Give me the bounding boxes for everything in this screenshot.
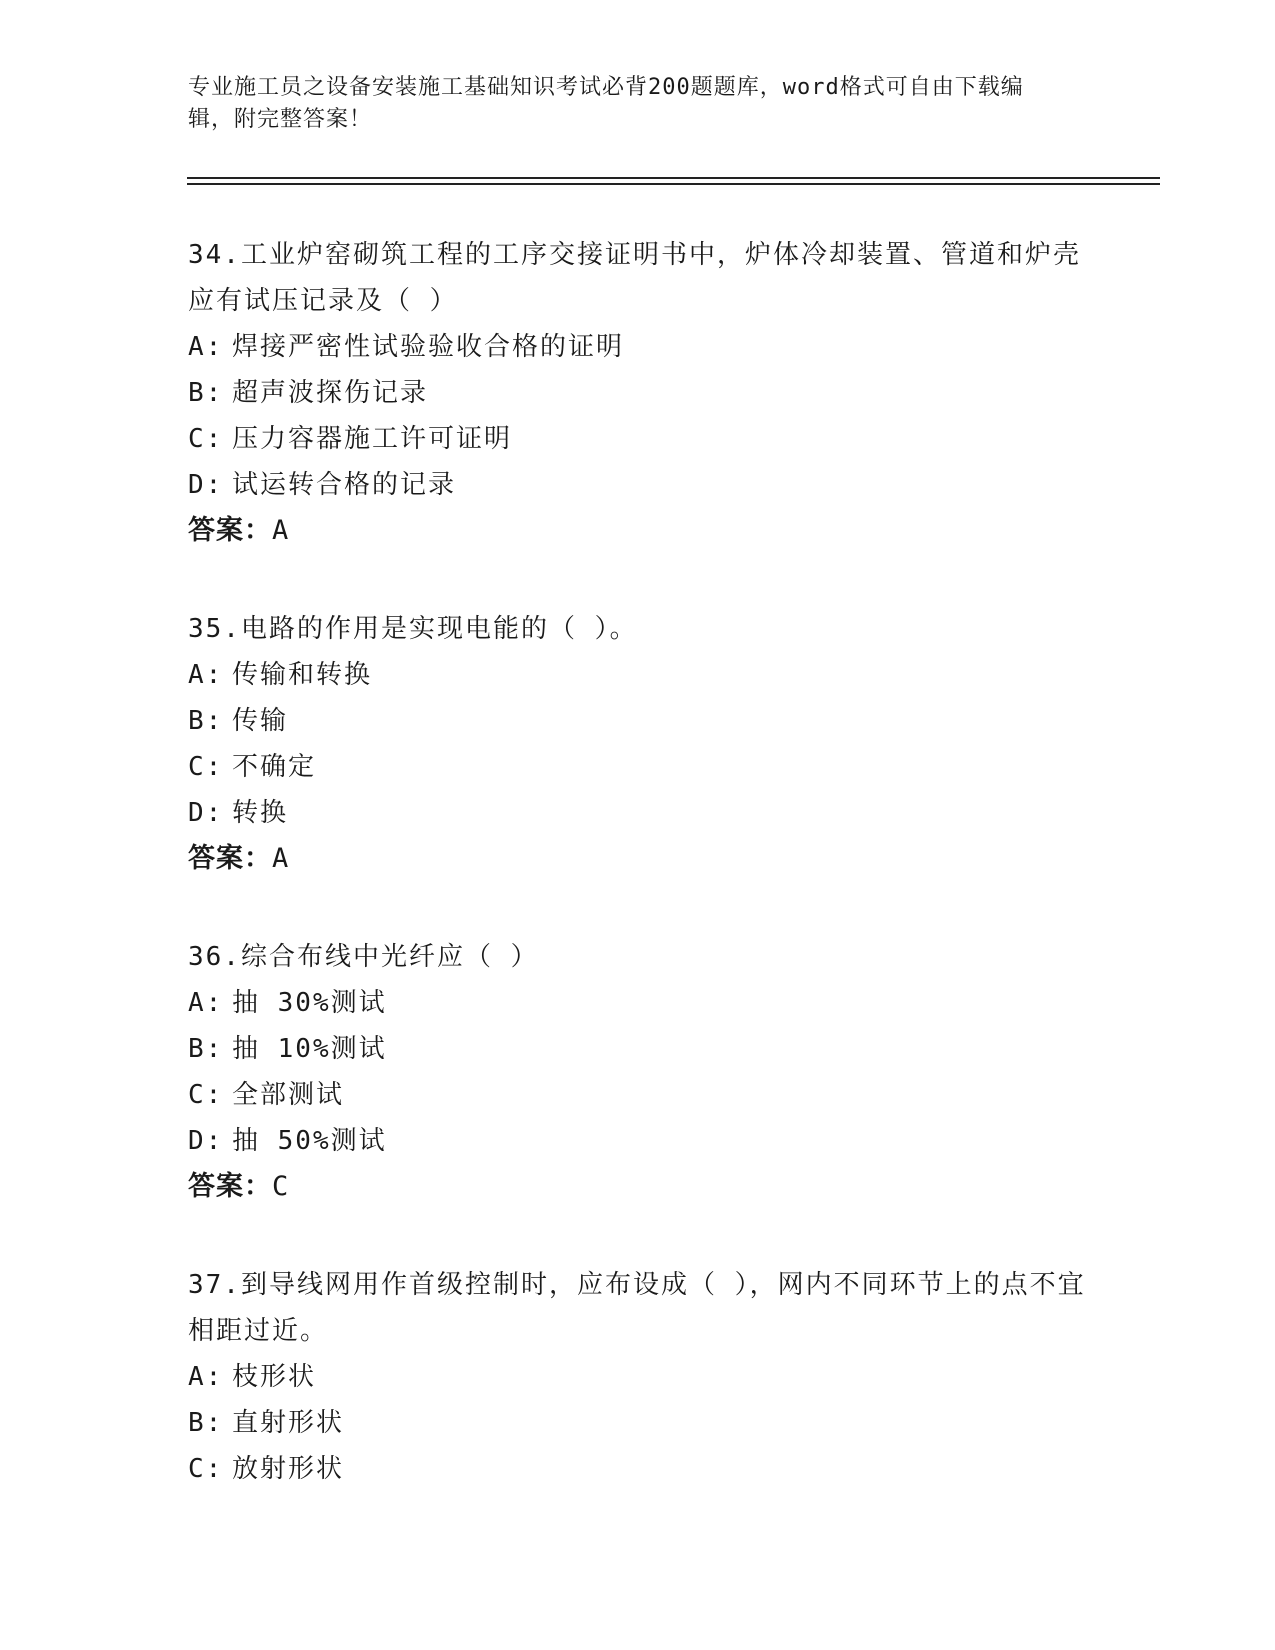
- option-a: [188, 1354, 1088, 1400]
- option-text: 试运转合格的记录: [232, 470, 457, 500]
- option-key: C:: [188, 424, 224, 454]
- option-c: [188, 744, 1088, 790]
- option-c: [188, 416, 1088, 462]
- question-text: 36.综合布线中光纤应（ ）: [188, 942, 539, 972]
- option-text: 抽 10%测试: [232, 1034, 387, 1064]
- option-a: [188, 324, 1088, 370]
- header-divider-top: [187, 177, 1160, 179]
- document-header: [188, 72, 1068, 136]
- option-b: [188, 1400, 1088, 1446]
- header-divider-bottom: [187, 183, 1160, 185]
- option-a: [188, 980, 1088, 1026]
- option-text: 抽 50%测试: [232, 1126, 387, 1156]
- answer-value: C: [272, 1171, 290, 1202]
- question-text: 34.工业炉窑砌筑工程的工序交接证明书中，炉体冷却装置、管道和炉壳应有试压记录及（ ）: [188, 240, 1081, 316]
- answer-label: 答案：: [188, 515, 272, 546]
- question-35: [188, 606, 1088, 882]
- answer-line: [188, 1164, 1088, 1210]
- question-text: 37.到导线网用作首级控制时，应布设成（ ），网内不同环节上的点不宜相距过近。: [188, 1270, 1086, 1346]
- option-text: 枝形状: [232, 1362, 317, 1392]
- option-b: [188, 1026, 1088, 1072]
- option-c: [188, 1446, 1088, 1492]
- option-key: B:: [188, 378, 224, 408]
- document-title: 专业施工员之设备安装施工基础知识考试必背200题题库，word格式可自由下载编辑，附完整答案！: [188, 75, 1024, 132]
- option-text: 转换: [232, 798, 289, 828]
- question-37: [188, 1262, 1088, 1492]
- option-b: [188, 698, 1088, 744]
- answer-line: [188, 508, 1088, 554]
- option-text: 直射形状: [232, 1408, 345, 1438]
- option-text: 焊接严密性试验验收合格的证明: [232, 332, 625, 362]
- question-36: [188, 934, 1088, 1210]
- answer-label: 答案：: [188, 1171, 272, 1202]
- option-key: A:: [188, 660, 224, 690]
- option-key: A:: [188, 988, 224, 1018]
- option-text: 放射形状: [232, 1454, 345, 1484]
- option-key: D:: [188, 470, 224, 500]
- option-a: [188, 652, 1088, 698]
- option-key: A:: [188, 332, 224, 362]
- option-key: B:: [188, 1034, 224, 1064]
- option-key: C:: [188, 1080, 224, 1110]
- option-c: [188, 1072, 1088, 1118]
- option-text: 不确定: [232, 752, 317, 782]
- option-key: C:: [188, 1454, 224, 1484]
- option-text: 传输: [232, 706, 289, 736]
- question-text: 35.电路的作用是实现电能的（ ）。: [188, 614, 638, 644]
- option-d: [188, 790, 1088, 836]
- option-key: B:: [188, 706, 224, 736]
- option-text: 压力容器施工许可证明: [232, 424, 513, 454]
- answer-value: A: [272, 515, 290, 546]
- option-key: A:: [188, 1362, 224, 1392]
- answer-line: [188, 836, 1088, 882]
- option-text: 抽 30%测试: [232, 988, 387, 1018]
- option-d: [188, 1118, 1088, 1164]
- question-list: [188, 232, 1088, 1544]
- option-key: C:: [188, 752, 224, 782]
- option-text: 全部测试: [232, 1080, 345, 1110]
- option-key: D:: [188, 798, 224, 828]
- option-key: D:: [188, 1126, 224, 1156]
- answer-value: A: [272, 843, 290, 874]
- option-text: 传输和转换: [232, 660, 373, 690]
- option-d: [188, 462, 1088, 508]
- option-key: B:: [188, 1408, 224, 1438]
- question-34: [188, 232, 1088, 554]
- answer-label: 答案：: [188, 843, 272, 874]
- option-text: 超声波探伤记录: [232, 378, 429, 408]
- option-b: [188, 370, 1088, 416]
